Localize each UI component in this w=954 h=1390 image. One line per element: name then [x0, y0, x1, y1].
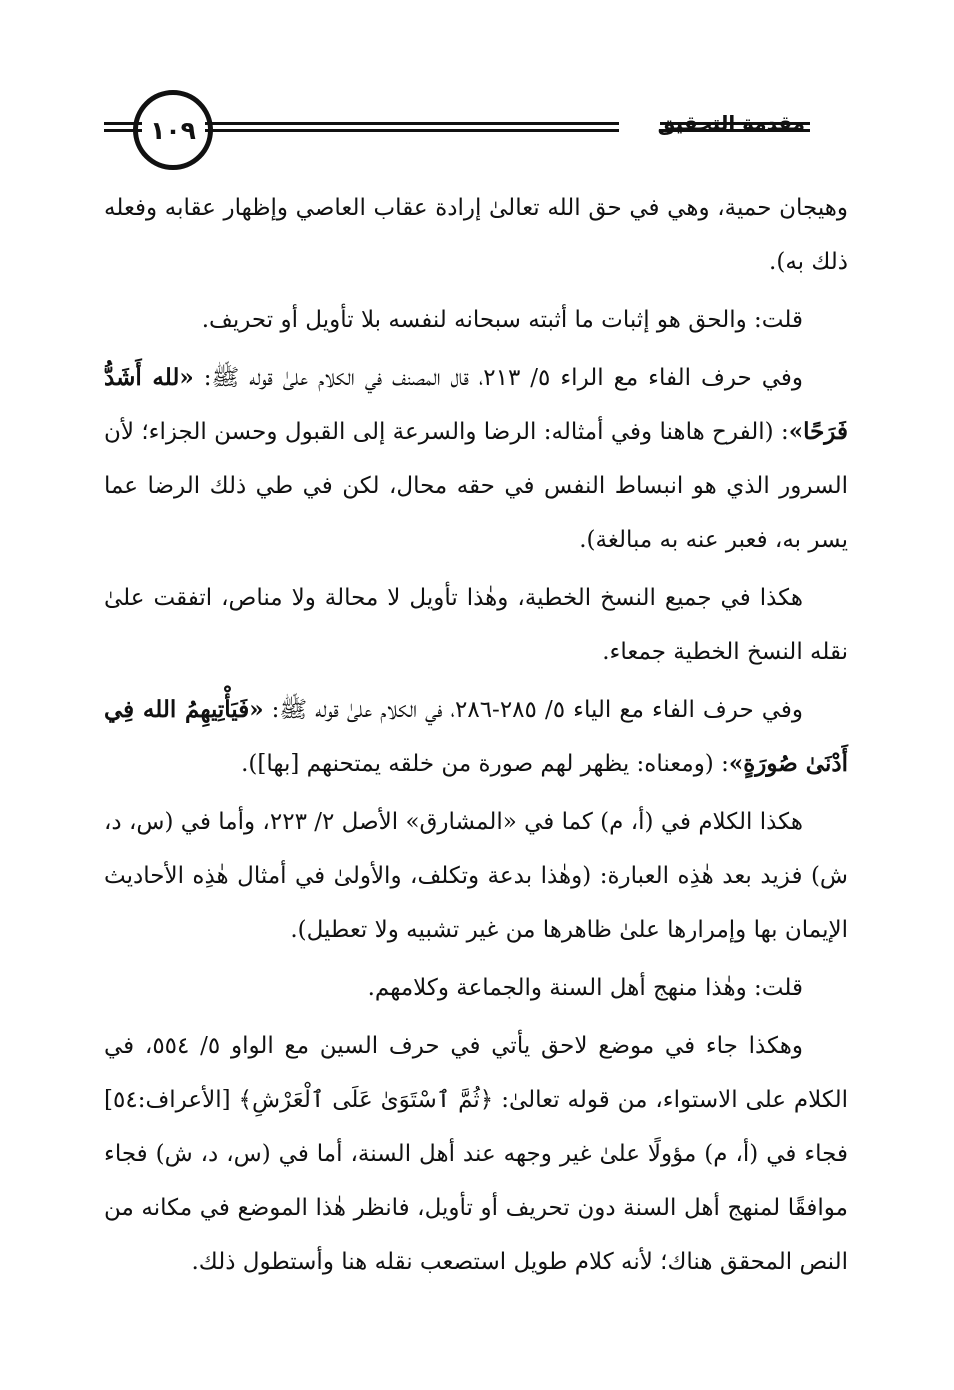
body-text — [104, 181, 848, 1381]
header-rule-middle-top — [205, 122, 619, 125]
page-number: ١٠٩ — [133, 90, 213, 170]
paragraph-8-rest: [الأعراف:٥٤] فجاء في (أ، م) مؤولًا علىٰ غير وجهه عند أهل السنة، أما في (س، د، ش) فجاء موافقًا لمنهج أهل السنة دون تحريف أو تأويل، فانظر هٰذا الموضع في مكانه من النص المحقق هناك؛ لأنه كلام طويل استصعب نقله هنا وأستطول ذلك. — [104, 1087, 848, 1275]
hadith-quote-2: «فَيَأْتِيهِمُ الله فِي أَدْنَىٰ صُورَةٍ» — [104, 696, 848, 777]
header-rule-middle-bottom — [205, 129, 619, 132]
paragraph-7: قلت: وهٰذا منهج أهل السنة والجماعة وكلامهم. — [367, 975, 803, 1001]
paragraph-5-intro: وفي حرف الفاء مع الياء ٥/ ٢٨٥-٢٨٦، في الكلام علىٰ قوله ﷺ: — [263, 697, 804, 723]
paragraph-6: هكذا الكلام في (أ، م) كما في «المشارق» الأصل ٢/ ٢٢٣، وأما في (س، د، ش) فزيد بعد هٰذِه العبارة: (وهٰذا بدعة وتكلف، والأولىٰ في أمثال هٰذِه الأحاديث الإيمان بها وإمرارها علىٰ ظاهرها من غير تشبيه ولا تعطيل). — [104, 809, 848, 943]
paragraph-3-intro: وفي حرف الفاء مع الراء ٥/ ٢١٣، قال المصنف في الكلام علىٰ قوله ﷺ: — [193, 365, 804, 391]
hadith-quote-1: «لله أَشَدُّ فَرَحًا» — [104, 364, 848, 445]
paragraph-5 — [104, 683, 848, 791]
paragraph-8-intro: وهكذا جاء في موضع لاحق يأتي في حرف السين مع الواو ٥/ ٥٥٤، في الكلام على الاستواء، من قوله تعالىٰ: — [104, 1033, 848, 1113]
paragraph-5-rest: : (ومعناه: يظهر لهم صورة من خلقه يمتحنهم [بها]). — [241, 751, 729, 777]
page-header — [0, 0, 954, 175]
paragraph-4: هكذا في جميع النسخ الخطية، وهٰذا تأويل لا محالة ولا مناص، اتفقت علىٰ نقله النسخ الخطية جمعاء. — [104, 585, 848, 665]
running-title: مقدمة التحقيق — [657, 111, 805, 135]
quran-verse: ﴿ثُمَّ ٱسْتَوَىٰ عَلَى ٱلْعَرْشِ﴾ — [238, 1087, 494, 1113]
paragraph-3-rest: : (الفرح هاهنا وفي أمثاله: الرضا والسرعة إلى القبول وحسن الجزاء؛ لأن السرور الذي هو انبساط النفس في حقه محال، لكن في طي ذلك الرضا عما يسر به، فعبر عنه به مبالغة). — [104, 419, 848, 553]
paragraph-8 — [104, 1019, 848, 1289]
paragraph-1: وهيجان حمية، وهي في حق الله تعالىٰ إرادة عقاب العاصي وإظهار عقابه وفعله ذلك به). — [104, 195, 848, 275]
paragraph-3 — [104, 351, 848, 567]
paragraph-2: قلت: والحق هو إثبات ما أثبته سبحانه لنفسه بلا تأويل أو تحريف. — [201, 307, 803, 333]
